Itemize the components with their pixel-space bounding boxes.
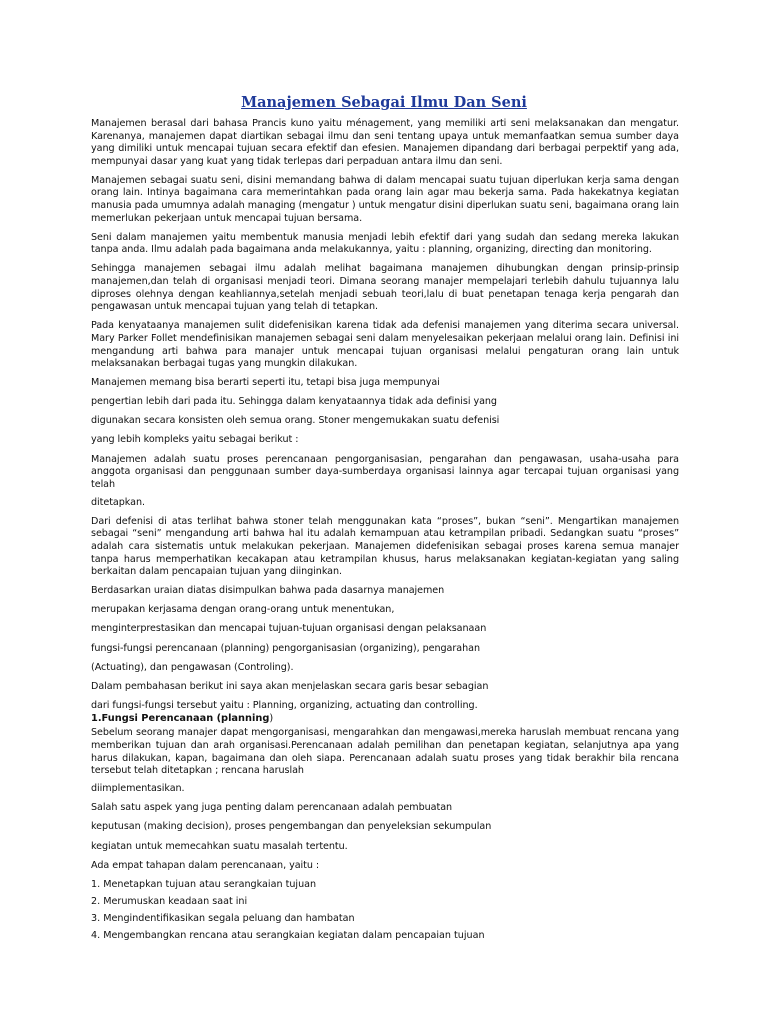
section-heading-text: 1.Fungsi Perencanaan (planning xyxy=(91,713,270,725)
section-paragraph-2: diimplementasikan. xyxy=(91,783,185,795)
paragraph-5: Pada kenyataanya manajemen sulit didefenisikan karena tidak ada defenisi manajemen yang diterima secara universal. Mary Parker Follet mendefinisikan manajemen sebagai seni dalam menyelesaikan pekerjaan melalui orang lain. Definisi ini mengandung arti bahwa para manajer untuk mencapai tujuan organisasi melalui pengaturan orang lain untuk melaksanakan berbagai tugas yang mungkin dilakukan. xyxy=(91,320,679,370)
paragraph-19: dari fungsi-fungsi tersebut yaitu : Planning, organizing, actuating dan controlling. xyxy=(91,699,478,711)
document-title: Manajemen Sebagai Ilmu Dan Seni xyxy=(241,94,527,111)
section-paragraph-3: Salah satu aspek yang juga penting dalam perencanaan adalah pembuatan xyxy=(91,802,453,814)
section-paragraph-5: kegiatan untuk memecahkan suatu masalah tertentu. xyxy=(91,840,348,852)
paragraph-13: Berdasarkan uraian diatas disimpulkan bahwa pada dasarnya manajemen xyxy=(91,585,445,597)
section-heading-paren: ) xyxy=(269,713,274,725)
paragraph-17: (Actuating), dan pengawasan (Controling). xyxy=(91,661,294,673)
paragraph-2: Manajemen sebagai suatu seni, disini memandang bahwa di dalam mencapai suatu tujuan diperlukan kerja sama dengan orang lain. Intinya bagaimana cara memerintahkan pada orang lain agar mau bekerja sama. Pada hakekatnya kegiatan manusia pada umumnya adalah managing (mengatur ) untuk mengatur disini diperlukan suatu seni, bagaimana orang lain memerlukan pekerjaan untuk mencapai tujuan bersama. xyxy=(91,174,679,224)
paragraph-9: yang lebih kompleks yaitu sebagai berikut : xyxy=(91,434,299,446)
paragraph-3: Seni dalam manajemen yaitu membentuk manusia menjadi lebih efektif dari yang sudah dan sedang mereka lakukan tanpa anda. Ilmu adalah pada bagaimana anda melakukannya, yaitu : planning, organizing, directing dan monitoring. xyxy=(91,231,679,256)
list-item: 2. Merumuskan keadaan saat ini xyxy=(91,895,248,907)
paragraph-11: ditetapkan. xyxy=(91,496,145,508)
list-item: 3. Mengindentifikasikan segala peluang dan hambatan xyxy=(91,913,355,925)
paragraph-12: Dari defenisi di atas terlihat bahwa stoner telah menggunakan kata “proses”, bukan “seni”. Mengartikan manajemen sebagai “seni” mengandung arti bahwa hal itu adalah kemampuan atau ketrampilan pribadi. Sedangkan suatu “proses” adalah cara sistematis untuk melakukan pekerjaan. Manajemen didefenisikan sebagai proses karena semua manajer tanpa harus memperhatikan kecakapan atau ketrampilan khusus, harus melaksanakan kegiatan-kegiatan yang saling berkaitan dalam pencapaian tujuan yang diinginkan. xyxy=(91,515,679,578)
paragraph-18: Dalam pembahasan berikut ini saya akan menjelaskan secara garis besar sebagian xyxy=(91,680,489,692)
paragraph-14: merupakan kerjasama dengan orang-orang untuk menentukan, xyxy=(91,604,395,616)
section-paragraph-6: Ada empat tahapan dalam perencanaan, yaitu : xyxy=(91,859,320,871)
paragraph-15: menginterprestasikan dan mencapai tujuan-tujuan organisasi dengan pelaksanaan xyxy=(91,623,487,635)
paragraph-16: fungsi-fungsi perencanaan (planning) pengorganisasian (organizing), pengarahan xyxy=(91,642,480,654)
section-heading xyxy=(91,713,679,725)
section-paragraph-4: keputusan (making decision), proses pengembangan dan penyeleksian sekumpulan xyxy=(91,821,492,833)
paragraph-4: Sehingga manajemen sebagai ilmu adalah melihat bagaimana manajemen dihubungkan dengan prinsip-prinsip manajemen,dan telah di organisasi menjadi teori. Dimana seorang manajer mempelajari terlebih dahulu tujuannya lalu diproses olehnya dengan keahliannya,setelah menjadi sebuah teori,lalu di buat penetapan tenaga kerja pengarah dan pengawasan untuk mencapai tujuan yang telah di tetapkan. xyxy=(91,263,679,313)
paragraph-6: Manajemen memang bisa berarti seperti itu, tetapi bisa juga mempunyai xyxy=(91,377,440,389)
planning-steps-list xyxy=(91,879,679,943)
paragraph-8: digunakan secara konsisten oleh semua orang. Stoner mengemukakan suatu defenisi xyxy=(91,415,500,427)
paragraph-1: Manajemen berasal dari bahasa Prancis kuno yaitu ménagement, yang memiliki arti seni melaksanakan dan mengatur. Karenanya, manajemen dapat diartikan sebagai ilmu dan seni tentang upaya untuk memanfaatkan semua sumber daya yang dimiliki untuk mencapai tujuan secara efektif dan efesien. Manajemen dipandang dari berbagai perpektif yang ada, mempunyai dasar yang kuat yang tidak terlepas dari perpaduan antara ilmu dan seni. xyxy=(91,118,679,167)
paragraph-10: Manajemen adalah suatu proses perencanaan pengorganisasian, pengarahan dan pengawasan, usaha-usaha para anggota organisasi dan penggunaan sumber daya-sumberdaya organisasi lainnya agar tercapai tujuan organisasi yang telah xyxy=(91,453,679,490)
document-body xyxy=(91,118,679,947)
list-item: 1. Menetapkan tujuan atau serangkaian tujuan xyxy=(91,878,317,890)
section-paragraph-1: Sebelum seorang manajer dapat mengorganisasi, mengarahkan dan mengawasi,mereka haruslah membuat rencana yang memberikan tujuan dan arah organisasi.Perencanaan adalah pemilihan dan penetapan kegiatan, selanjutnya apa yang harus dilakukan, kapan, bagaimana dan oleh siapa. Perencanaan adalah suatu proses yang tidak berakhir bila rencana tersebut telah ditetapkan ; rencana haruslah xyxy=(91,727,679,777)
list-item: 4. Mengembangkan rencana atau serangkaian kegiatan dalam pencapaian tujuan xyxy=(91,930,485,942)
paragraph-7: pengertian lebih dari pada itu. Sehingga dalam kenyataannya tidak ada definisi yang xyxy=(91,396,497,408)
